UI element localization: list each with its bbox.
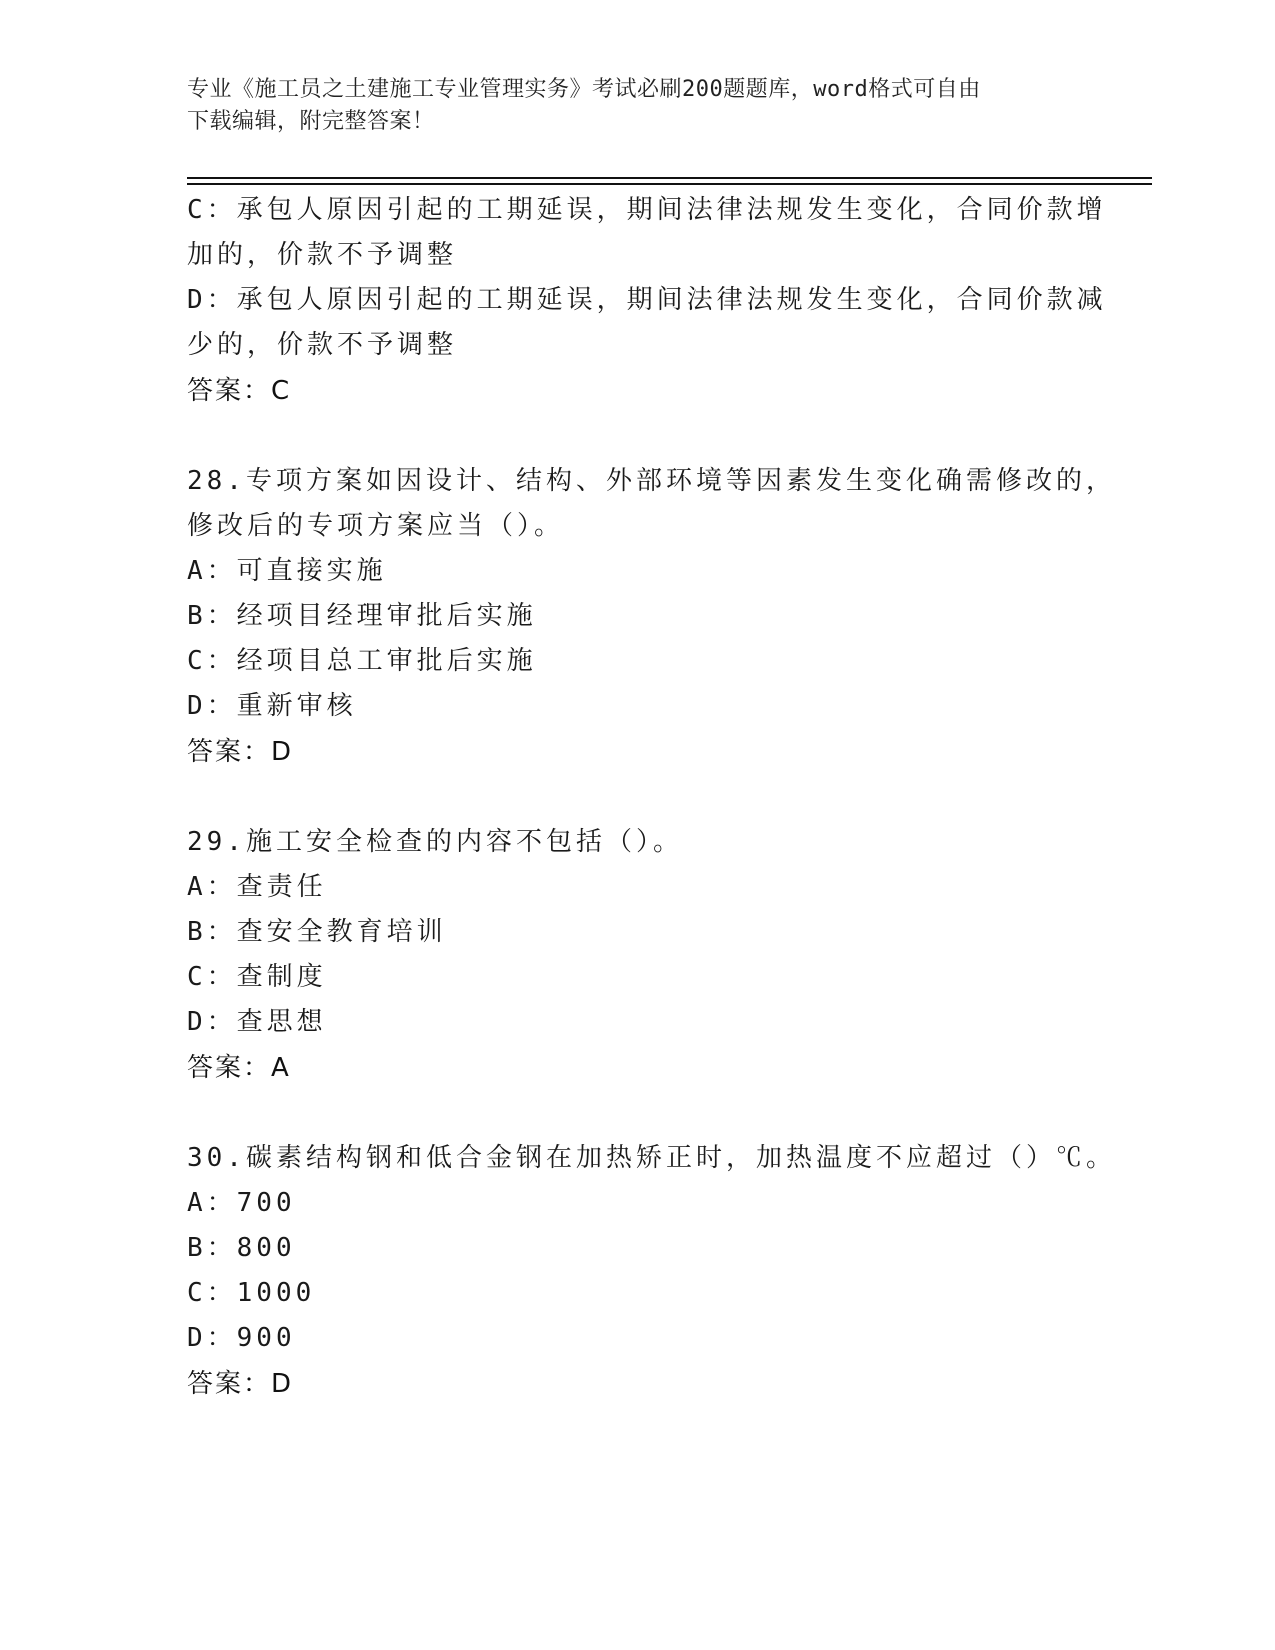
answer-29: 答案：A bbox=[187, 1053, 291, 1083]
question-27-tail bbox=[187, 188, 1107, 414]
option-d-line-1: D：承包人原因引起的工期延误，期间法律法规发生变化，合同价款减 bbox=[187, 285, 1107, 315]
question-stem-line-1: 28.专项方案如因设计、结构、外部环境等因素发生变化确需修改的， bbox=[187, 466, 1116, 496]
header-line-1: 专业《施工员之土建施工专业管理实务》考试必刷200题题库，word格式可自由 bbox=[187, 77, 981, 102]
option-c: C：经项目总工审批后实施 bbox=[187, 646, 537, 676]
question-stem: 29.施工安全检查的内容不包括（）。 bbox=[187, 827, 683, 857]
option-b: B：800 bbox=[187, 1233, 296, 1263]
option-c-line-2: 加的，价款不予调整 bbox=[187, 240, 458, 270]
option-d: D：查思想 bbox=[187, 1007, 327, 1037]
option-d: D：重新审核 bbox=[187, 691, 357, 721]
option-a: A：可直接实施 bbox=[187, 556, 387, 586]
header-rule-bottom bbox=[187, 183, 1152, 185]
option-a: A：查责任 bbox=[187, 872, 327, 902]
header-line-2: 下载编辑，附完整答案！ bbox=[187, 109, 435, 134]
option-a: A：700 bbox=[187, 1188, 296, 1218]
option-d-line-2: 少的，价款不予调整 bbox=[187, 330, 458, 360]
header-note bbox=[187, 74, 1087, 138]
question-content bbox=[187, 188, 1116, 1407]
option-d: D：900 bbox=[187, 1323, 296, 1353]
option-c: C：1000 bbox=[187, 1278, 316, 1308]
spacer bbox=[187, 775, 1087, 820]
question-stem: 30.碳素结构钢和低合金钢在加热矫正时，加热温度不应超过（）℃。 bbox=[187, 1143, 1116, 1173]
answer-27: 答案：C bbox=[187, 376, 292, 406]
question-stem-line-2: 修改后的专项方案应当（）。 bbox=[187, 511, 565, 541]
spacer bbox=[187, 414, 1087, 459]
option-b: B：查安全教育培训 bbox=[187, 917, 447, 947]
question-29 bbox=[187, 820, 1087, 1091]
option-c-line-1: C：承包人原因引起的工期延误，期间法律法规发生变化，合同价款增 bbox=[187, 195, 1107, 225]
option-b: B：经项目经理审批后实施 bbox=[187, 601, 537, 631]
question-30 bbox=[187, 1136, 1116, 1407]
answer-28: 答案：D bbox=[187, 737, 294, 767]
spacer bbox=[187, 1091, 1087, 1136]
option-c: C：查制度 bbox=[187, 962, 327, 992]
header-rule-top bbox=[187, 177, 1152, 179]
answer-30: 答案：D bbox=[187, 1369, 294, 1399]
question-28 bbox=[187, 459, 1116, 775]
